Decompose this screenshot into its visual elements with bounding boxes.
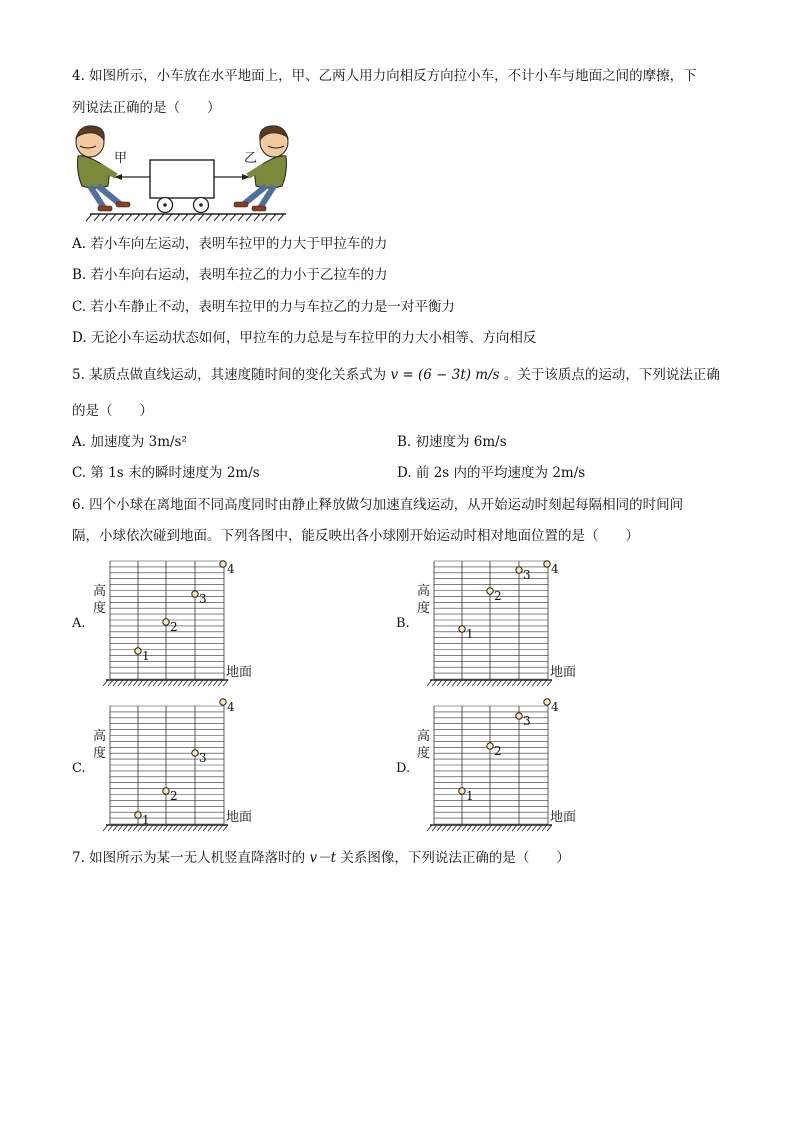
- q7-stem-line-1: [72, 849, 570, 867]
- q6-stem-line-2: 隔，小球依次碰到地面。下列各图中，能反映出各小球刚开始运动时相对地面位置的是（ ）: [72, 528, 639, 544]
- ball-label: 4: [227, 562, 235, 576]
- height-axis-label: 度: [93, 746, 107, 761]
- ground-label: 地面: [550, 810, 577, 825]
- person-jia-figure: [76, 126, 130, 211]
- q5-stem-post: 。关于该质点的运动，下列说法正确: [503, 367, 720, 383]
- label-yi: 乙: [244, 151, 258, 166]
- ball-label: 3: [523, 568, 531, 582]
- q5-velocity-formula: v = (6 − 3t) m/s: [390, 367, 500, 383]
- ball-label: 3: [199, 592, 207, 606]
- ball-4: [544, 561, 550, 567]
- ball-label: 1: [466, 789, 474, 803]
- q4-option-d: D. 无论小车运动状态如何，甲拉车的力总是与车拉甲的力大小相等、方向相反: [72, 330, 537, 346]
- label-jia: 甲: [114, 151, 128, 166]
- ball-4: [544, 699, 550, 705]
- ball-label: 2: [494, 589, 502, 603]
- ball-label: 2: [170, 789, 178, 803]
- ground-label: 地面: [226, 810, 253, 825]
- q5-option-a: A. 加速度为 3m/s²: [72, 434, 187, 450]
- q4-tug-cart-illustration: [70, 124, 292, 224]
- height-axis-label: 度: [417, 746, 431, 761]
- q6-stem-line-1: 6. 四个小球在离地面不同高度同时由静止释放做匀加速直线运动，从开始运动时刻起每隔相同的时间间: [72, 497, 684, 513]
- q6-option-letter: B.: [396, 616, 410, 631]
- ball-label: 2: [494, 744, 502, 758]
- q6-diagram-d: [394, 700, 594, 835]
- ball-label: 3: [523, 714, 531, 728]
- ball-2: [163, 619, 169, 625]
- q5-option-b: B. 初速度为 6m/s: [397, 434, 507, 450]
- ball-label: 1: [466, 627, 474, 641]
- ground-label: 地面: [226, 665, 253, 680]
- ball-2: [487, 588, 493, 594]
- q6-diagram-b: [394, 555, 594, 690]
- ball-1: [135, 648, 141, 654]
- ball-1: [459, 788, 465, 794]
- q6-option-letter: D.: [396, 761, 411, 776]
- q4-stem-line-2: 列说法正确的是（ ）: [72, 100, 221, 116]
- ball-label: 1: [142, 813, 150, 827]
- q4-option-c: C. 若小车静止不动，表明车拉甲的力与车拉乙的力是一对平衡力: [72, 299, 455, 315]
- q6-diagram-a: [70, 555, 270, 690]
- ball-label: 1: [142, 649, 150, 663]
- ball-1: [135, 812, 141, 818]
- ball-label: 4: [551, 562, 559, 576]
- q6-option-letter: A.: [72, 616, 86, 631]
- ball-3: [516, 713, 522, 719]
- height-axis-label: 高: [93, 584, 107, 599]
- q5-stem-line-2: 的是（ ）: [72, 403, 153, 419]
- ball-3: [192, 591, 198, 597]
- q7-stem-post: 关系图像，下列说法正确的是（ ）: [340, 850, 570, 866]
- ground-label: 地面: [550, 665, 577, 680]
- height-axis-label: 高: [93, 729, 107, 744]
- height-axis-label: 高: [417, 584, 431, 599]
- q7-vt-symbol: v－t: [309, 850, 337, 866]
- height-axis-label: 度: [417, 601, 431, 616]
- q5-stem-pre: 5. 某质点做直线运动，其速度随时间的变化关系式为: [72, 367, 387, 383]
- q5-option-d: D. 前 2s 内的平均速度为 2m/s: [397, 465, 586, 481]
- q7-stem-pre: 7. 如图所示为某一无人机竖直降落时的: [72, 850, 306, 866]
- q5-option-c: C. 第 1s 末的瞬时速度为 2m/s: [72, 465, 260, 481]
- ball-2: [163, 788, 169, 794]
- q4-stem-line-1: 4. 如图所示，小车放在水平地面上，甲、乙两人用力向相反方向拉小车，不计小车与地面之间的摩擦，下: [72, 68, 697, 84]
- ball-label: 3: [199, 751, 207, 765]
- ball-label: 2: [170, 620, 178, 634]
- q4-option-b: B. 若小车向右运动，表明车拉乙的力小于乙拉车的力: [72, 267, 388, 283]
- ball-3: [192, 750, 198, 756]
- height-axis-label: 高: [417, 729, 431, 744]
- ball-2: [487, 743, 493, 749]
- q6-diagram-c: [70, 700, 270, 835]
- q5-stem-line-1: [72, 366, 720, 384]
- q4-option-a: A. 若小车向左运动，表明车拉甲的力大于甲拉车的力: [72, 236, 388, 252]
- q6-option-letter: C.: [72, 761, 86, 776]
- height-axis-label: 度: [93, 601, 107, 616]
- ball-1: [459, 626, 465, 632]
- ball-4: [220, 699, 226, 705]
- person-yi-figure: [234, 126, 288, 211]
- ball-4: [220, 561, 226, 567]
- ball-label: 4: [551, 700, 559, 714]
- ground-hatching: [86, 214, 286, 221]
- ball-3: [516, 567, 522, 573]
- ball-label: 4: [227, 700, 235, 714]
- cart-body: [150, 160, 214, 198]
